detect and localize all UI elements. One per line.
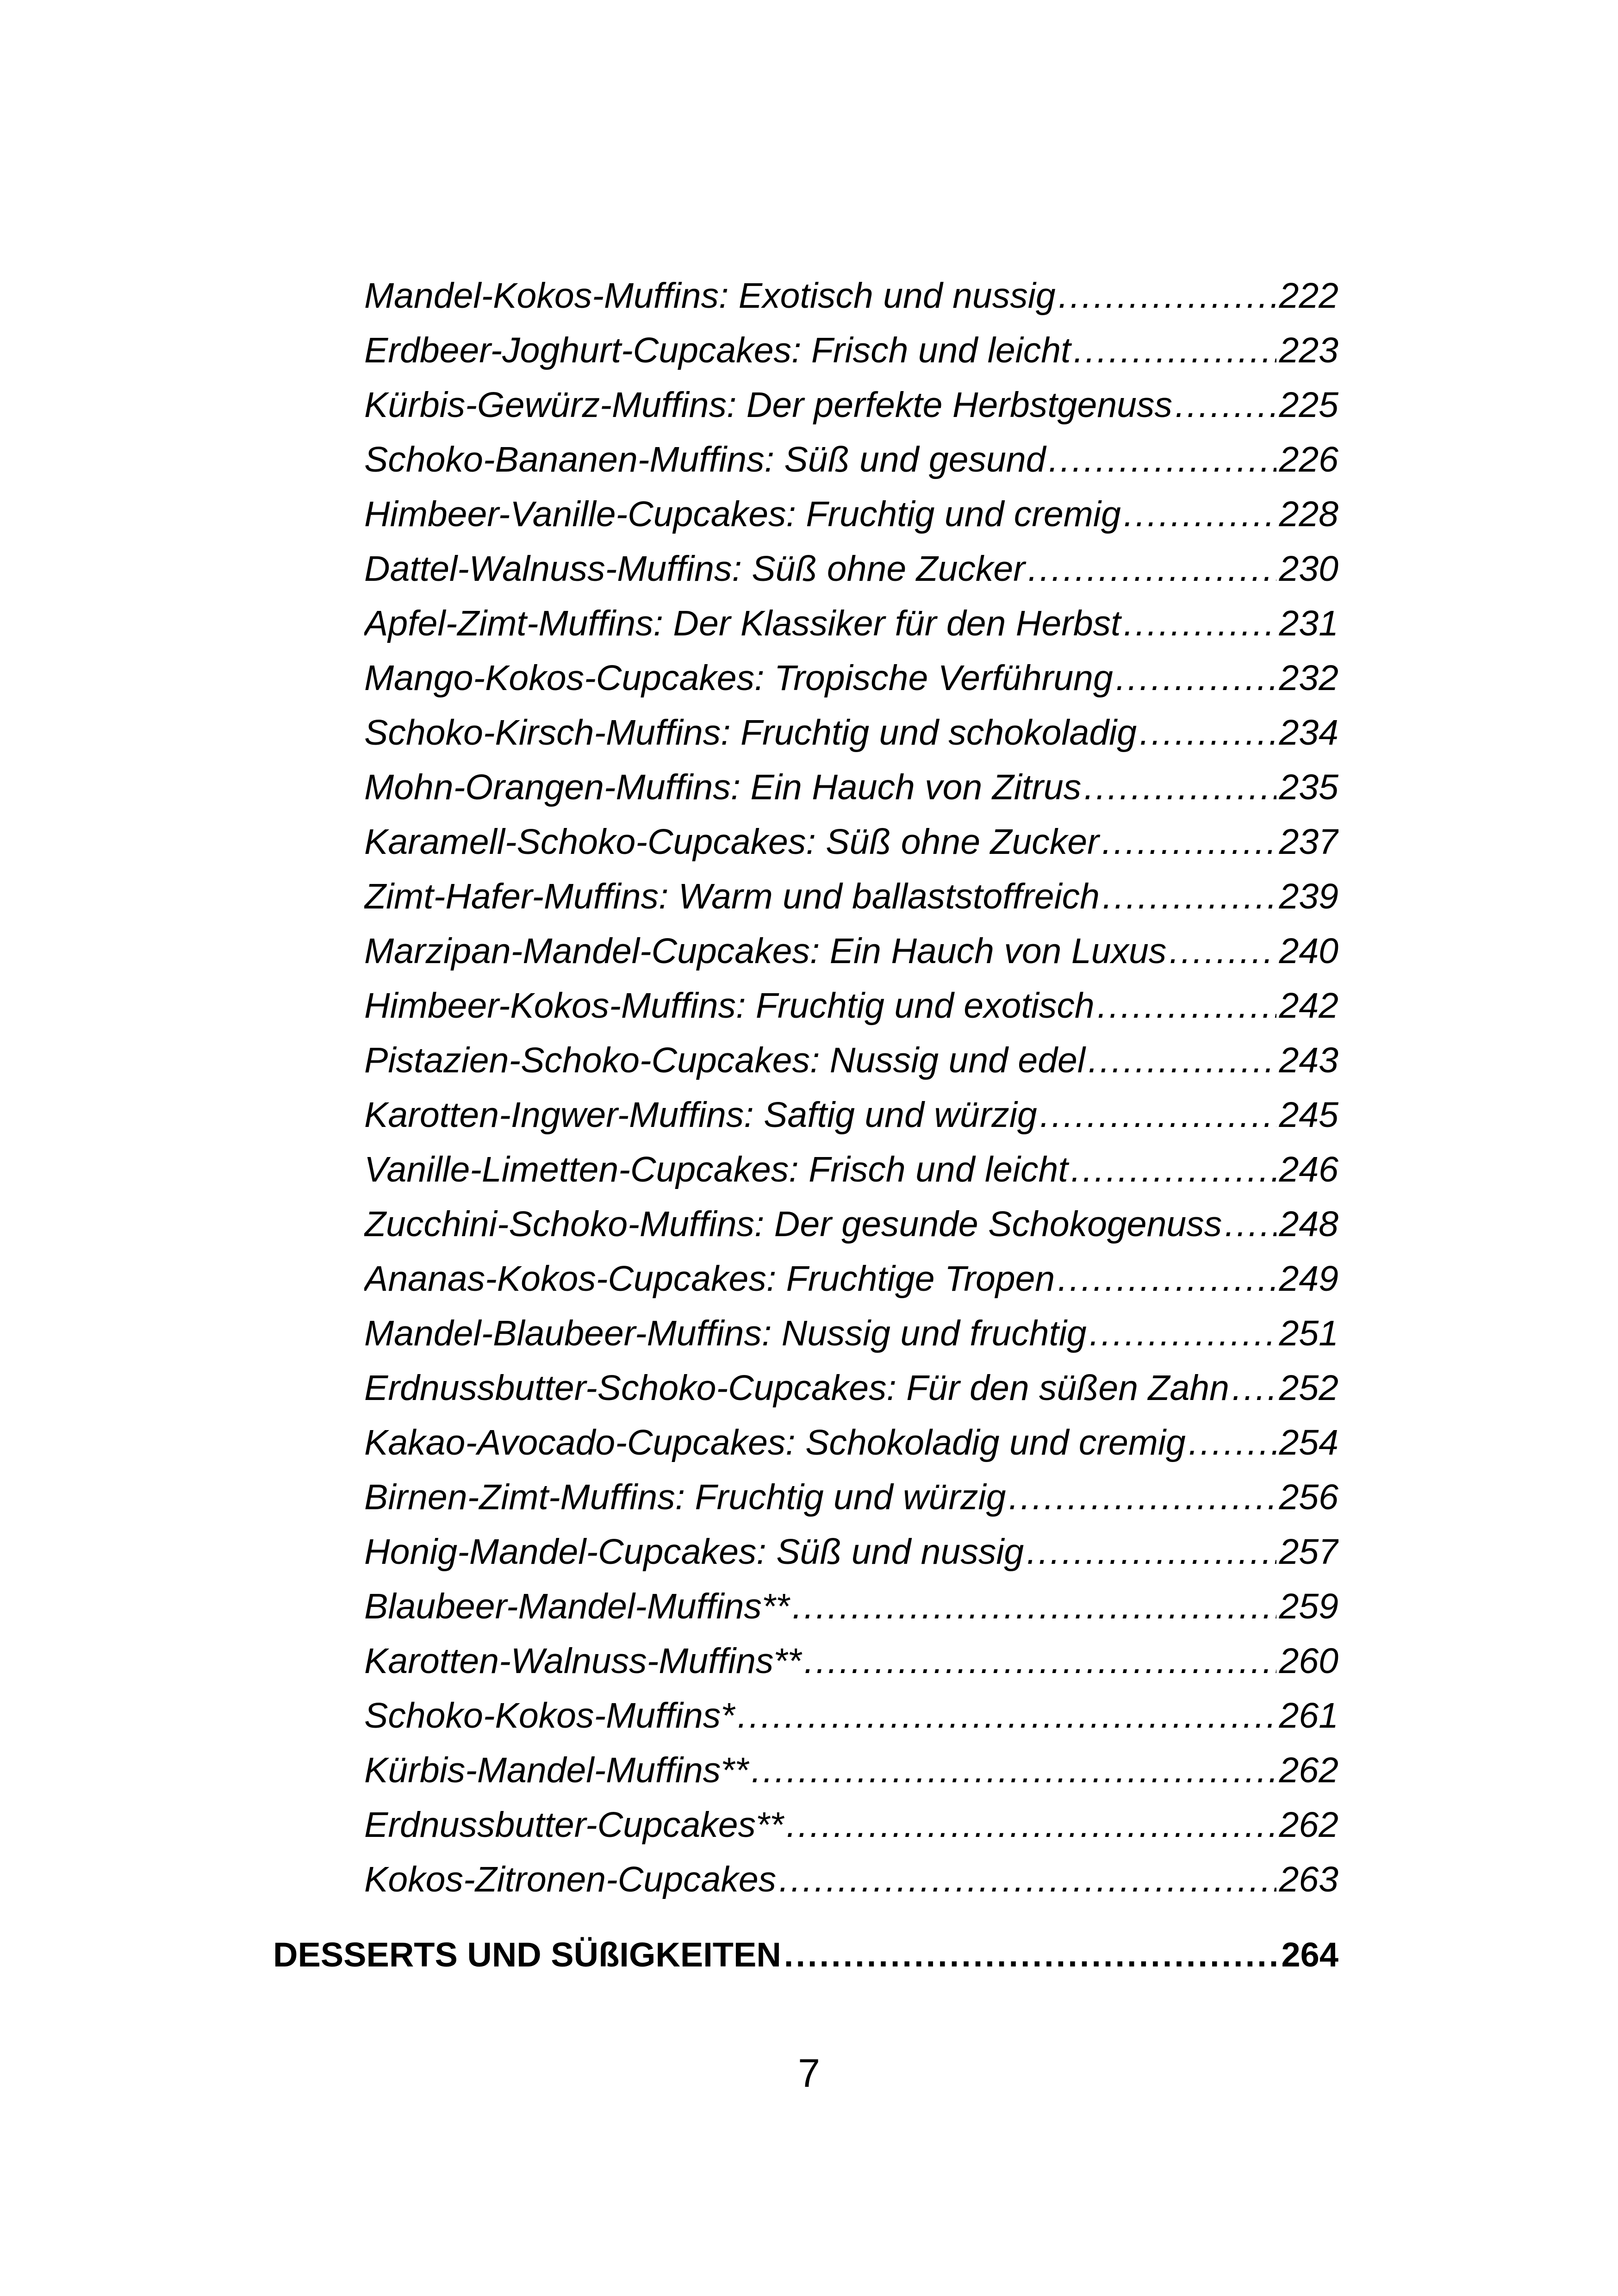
toc-entry[interactable]	[364, 1634, 1338, 1688]
table-of-contents	[364, 268, 1338, 1907]
toc-entry-page: 222	[1279, 276, 1338, 316]
toc-entry[interactable]	[364, 978, 1338, 1033]
toc-entry[interactable]	[364, 651, 1338, 705]
toc-entry-page: 251	[1279, 1313, 1338, 1353]
toc-entry-title: Zucchini-Schoko-Muffins: Der gesunde Schokogenuss	[364, 1204, 1222, 1244]
toc-entry-page: 223	[1279, 330, 1338, 370]
toc-entry[interactable]	[364, 1361, 1338, 1415]
toc-entry-page: 234	[1279, 713, 1338, 753]
dot-leader	[804, 1634, 1276, 1688]
toc-entry-title: Apfel-Zimt-Muffins: Der Klassiker für den Herbst	[364, 604, 1121, 643]
toc-entry-page: 256	[1279, 1477, 1338, 1517]
toc-entry-title: Marzipan-Mandel-Cupcakes: Ein Hauch von Luxus	[364, 931, 1167, 971]
dot-leader	[1058, 268, 1276, 323]
dot-leader	[751, 1743, 1276, 1798]
toc-entry-page: 242	[1279, 986, 1338, 1026]
toc-entry-title: Kürbis-Gewürz-Muffins: Der perfekte Herbstgenuss	[364, 385, 1172, 425]
toc-entry-title: Karamell-Schoko-Cupcakes: Süß ohne Zucker	[364, 822, 1099, 862]
toc-entry-title: Dattel-Walnuss-Muffins: Süß ohne Zucker	[364, 549, 1025, 589]
dot-leader	[1175, 378, 1276, 432]
toc-entry[interactable]	[364, 268, 1338, 323]
toc-entry-page: 262	[1279, 1750, 1338, 1790]
dot-leader	[1169, 924, 1276, 978]
toc-entry[interactable]	[364, 1798, 1338, 1852]
toc-entry[interactable]	[364, 541, 1338, 596]
toc-entry-page: 231	[1279, 604, 1338, 643]
toc-entry[interactable]	[364, 924, 1338, 978]
toc-entry-title: Kürbis-Mandel-Muffins**	[364, 1750, 749, 1790]
toc-entry[interactable]	[364, 1579, 1338, 1634]
toc-entry[interactable]	[364, 1142, 1338, 1197]
toc-entry[interactable]	[364, 1688, 1338, 1743]
dot-leader	[1139, 705, 1276, 760]
dot-leader	[1088, 1033, 1276, 1088]
toc-entry-page: 239	[1279, 877, 1338, 916]
toc-entry-title: Birnen-Zimt-Muffins: Fruchtig und würzig	[364, 1477, 1006, 1517]
toc-entry[interactable]	[364, 1088, 1338, 1142]
dot-leader	[1058, 1251, 1276, 1306]
dot-leader	[786, 1798, 1276, 1852]
toc-entry-page: 252	[1279, 1368, 1338, 1408]
toc-entry-title: Vanille-Limetten-Cupcakes: Frisch und leicht	[364, 1150, 1068, 1189]
toc-entry-page: 260	[1279, 1641, 1338, 1681]
toc-entry[interactable]	[364, 487, 1338, 541]
toc-entry-page: 249	[1279, 1259, 1338, 1299]
toc-entry-title: Karotten-Walnuss-Muffins**	[364, 1641, 802, 1681]
toc-entry-page: 246	[1279, 1150, 1338, 1189]
toc-entry[interactable]	[364, 1743, 1338, 1798]
toc-entry-page: 261	[1279, 1696, 1338, 1736]
dot-leader	[1124, 487, 1276, 541]
toc-entry-page: 235	[1279, 767, 1338, 807]
toc-entry-page: 226	[1279, 440, 1338, 479]
toc-entry-title: Blaubeer-Mandel-Muffins**	[364, 1587, 790, 1626]
toc-entry-page: 263	[1279, 1860, 1338, 1899]
toc-entry-page: 230	[1279, 549, 1338, 589]
dot-leader	[1189, 1415, 1276, 1470]
dot-leader	[1116, 651, 1276, 705]
toc-entry-page: 243	[1279, 1040, 1338, 1080]
dot-leader	[1084, 760, 1276, 815]
toc-entry[interactable]	[364, 705, 1338, 760]
toc-entry[interactable]	[364, 760, 1338, 815]
toc-entry[interactable]	[364, 432, 1338, 487]
chapter-title: DESSERTS UND SÜßIGKEITEN	[273, 1935, 781, 1974]
dot-leader	[784, 1927, 1279, 1983]
toc-entry-title: Schoko-Kirsch-Muffins: Fruchtig und schokoladig	[364, 713, 1137, 753]
toc-entry-title: Kokos-Zitronen-Cupcakes	[364, 1860, 777, 1899]
dot-leader	[1028, 541, 1276, 596]
toc-entry-title: Zimt-Hafer-Muffins: Warm und ballaststoffreich	[364, 877, 1100, 916]
toc-entry[interactable]	[364, 378, 1338, 432]
toc-entry-title: Pistazien-Schoko-Cupcakes: Nussig und edel	[364, 1040, 1085, 1080]
dot-leader	[1027, 1524, 1276, 1579]
toc-entry[interactable]	[364, 1415, 1338, 1470]
toc-entry-page: 262	[1279, 1805, 1338, 1845]
toc-entry[interactable]	[364, 1524, 1338, 1579]
toc-entry-page: 245	[1279, 1095, 1338, 1135]
toc-entry-title: Mohn-Orangen-Muffins: Ein Hauch von Zitrus	[364, 767, 1082, 807]
dot-leader	[1102, 869, 1276, 924]
dot-leader	[792, 1579, 1276, 1634]
toc-entry-title: Erdnussbutter-Cupcakes**	[364, 1805, 784, 1845]
toc-entry-page: 225	[1279, 385, 1338, 425]
dot-leader	[1071, 1142, 1276, 1197]
chapter-page: 264	[1281, 1935, 1338, 1974]
toc-entry[interactable]	[364, 1306, 1338, 1361]
toc-entry[interactable]	[364, 1197, 1338, 1251]
toc-entry-title: Karotten-Ingwer-Muffins: Saftig und würzig	[364, 1095, 1037, 1135]
dot-leader	[1225, 1197, 1276, 1251]
toc-entry-title: Erdnussbutter-Schoko-Cupcakes: Für den süßen Zahn	[364, 1368, 1229, 1408]
dot-leader	[1073, 323, 1276, 378]
page-number: 7	[798, 2051, 820, 2096]
toc-entry-title: Mandel-Kokos-Muffins: Exotisch und nussig	[364, 276, 1056, 316]
toc-entry-page: 240	[1279, 931, 1338, 971]
dot-leader	[1124, 596, 1276, 651]
toc-entry-page: 259	[1279, 1587, 1338, 1626]
toc-entry-title: Schoko-Kokos-Muffins*	[364, 1696, 735, 1736]
toc-entry-title: Erdbeer-Joghurt-Cupcakes: Frisch und leicht	[364, 330, 1071, 370]
toc-entry[interactable]	[364, 1251, 1338, 1306]
toc-entry-page: 232	[1279, 658, 1338, 698]
dot-leader	[1102, 815, 1276, 869]
toc-entry-title: Honig-Mandel-Cupcakes: Süß und nussig	[364, 1532, 1024, 1572]
dot-leader	[1048, 432, 1276, 487]
dot-leader	[1008, 1470, 1276, 1524]
toc-entry-page: 248	[1279, 1204, 1338, 1244]
toc-entry[interactable]	[364, 1852, 1338, 1907]
dot-leader	[1089, 1306, 1276, 1361]
toc-entry-title: Mango-Kokos-Cupcakes: Tropische Verführung	[364, 658, 1113, 698]
toc-entry[interactable]	[364, 869, 1338, 924]
dot-leader	[779, 1852, 1276, 1907]
toc-entry[interactable]	[364, 1033, 1338, 1088]
toc-entry[interactable]	[364, 815, 1338, 869]
dot-leader	[1097, 978, 1276, 1033]
toc-entry-page: 237	[1279, 822, 1338, 862]
dot-leader	[1232, 1361, 1276, 1415]
toc-entry[interactable]	[364, 323, 1338, 378]
dot-leader	[737, 1688, 1276, 1743]
toc-entry-title: Himbeer-Vanille-Cupcakes: Fruchtig und cremig	[364, 494, 1121, 534]
toc-entry-title: Mandel-Blaubeer-Muffins: Nussig und fruchtig	[364, 1313, 1087, 1353]
toc-entry-title: Schoko-Bananen-Muffins: Süß und gesund	[364, 440, 1046, 479]
toc-entry-title: Himbeer-Kokos-Muffins: Fruchtig und exotisch	[364, 986, 1095, 1026]
toc-entry-page: 228	[1279, 494, 1338, 534]
toc-entry[interactable]	[364, 596, 1338, 651]
toc-entry-page: 254	[1279, 1423, 1338, 1462]
chapter-entry[interactable]	[273, 1927, 1338, 1983]
toc-entry-page: 257	[1279, 1532, 1338, 1572]
toc-entry-title: Kakao-Avocado-Cupcakes: Schokoladig und cremig	[364, 1423, 1186, 1462]
toc-entry-title: Ananas-Kokos-Cupcakes: Fruchtige Tropen	[364, 1259, 1055, 1299]
toc-entry[interactable]	[364, 1470, 1338, 1524]
dot-leader	[1040, 1088, 1276, 1142]
